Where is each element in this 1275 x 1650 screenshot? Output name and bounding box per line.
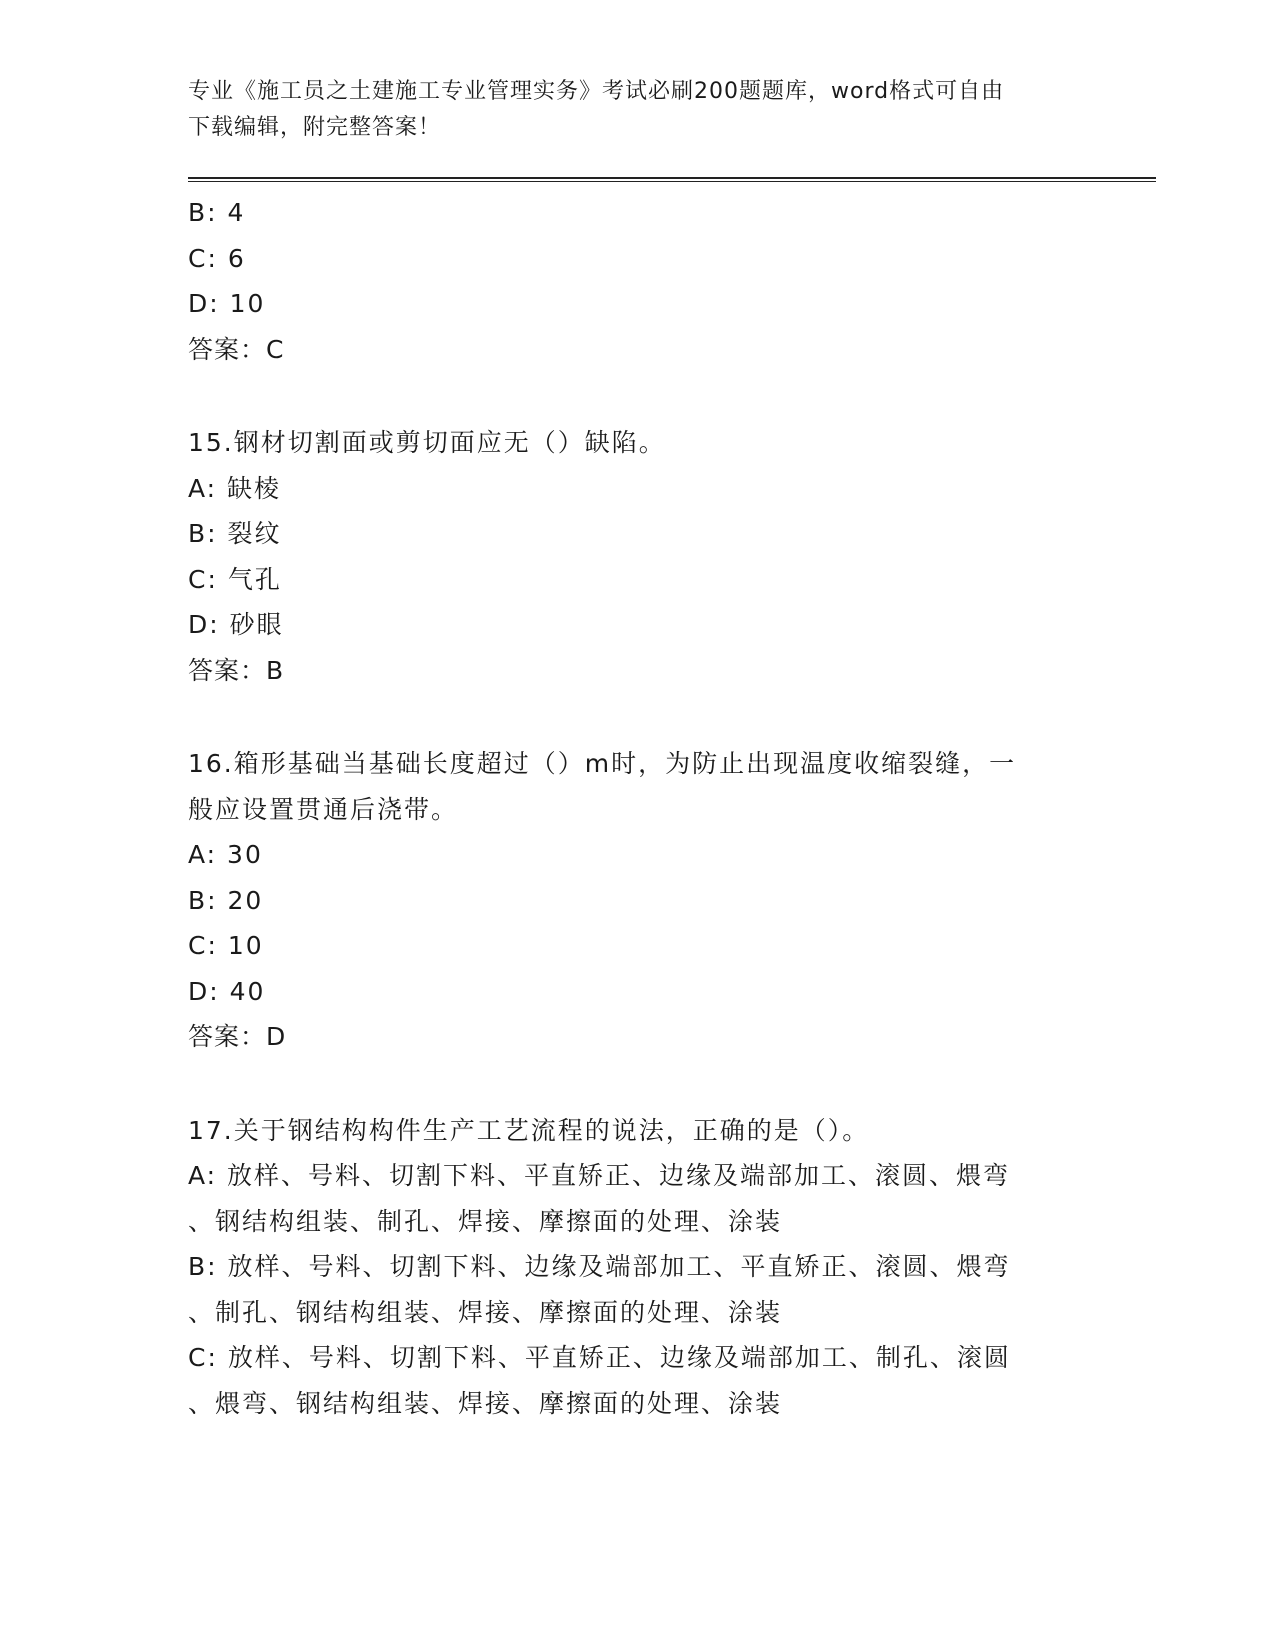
option-a-line-1 <box>188 1153 1088 1199</box>
header-divider <box>188 177 1156 182</box>
option-b <box>188 190 1088 236</box>
header-line-2: 下载编辑，附完整答案！ <box>188 115 442 140</box>
option-text: 放样、号料、切割下料、平直矫正、边缘及端部加工、制孔、滚圆 <box>227 1343 1011 1372</box>
question-17 <box>188 1108 1088 1427</box>
page-header <box>188 74 1068 146</box>
option-label: C: <box>188 564 218 594</box>
answer-line <box>188 1014 1088 1060</box>
answer-label: 答案： <box>188 655 267 685</box>
option-label: B: <box>188 1252 218 1281</box>
answer-line <box>188 327 1088 373</box>
question-number: 15. <box>188 428 234 457</box>
option-label: B: <box>188 885 218 915</box>
option-d <box>188 602 1088 648</box>
option-text: 20 <box>227 885 264 915</box>
option-label: A: <box>188 840 218 869</box>
answer-value: D <box>266 1022 287 1051</box>
spacer <box>188 693 1088 741</box>
question-text-line-2: 般应设置贯通后浇带。 <box>188 794 459 824</box>
option-b <box>188 511 1088 557</box>
option-text: 30 <box>227 840 263 869</box>
option-a <box>188 832 1088 878</box>
option-label: D: <box>188 289 220 318</box>
question-16 <box>188 741 1088 1060</box>
option-label: C: <box>188 931 218 960</box>
option-label: C: <box>188 1343 218 1372</box>
spacer <box>188 372 1088 420</box>
option-text: 10 <box>227 931 264 960</box>
option-label: B: <box>188 198 218 227</box>
option-c <box>188 557 1088 603</box>
option-text: 砂眼 <box>229 610 284 639</box>
answer-value: C <box>266 334 285 364</box>
option-text: 裂纹 <box>227 519 282 548</box>
option-label: D: <box>188 976 220 1006</box>
question-15 <box>188 420 1088 693</box>
option-a <box>188 466 1088 512</box>
option-text: 气孔 <box>227 564 282 594</box>
option-text: 缺棱 <box>227 473 282 503</box>
question-text-line-1 <box>188 741 1088 787</box>
option-text: 10 <box>229 289 266 318</box>
option-c-line-1 <box>188 1335 1088 1381</box>
option-label: A: <box>188 1161 218 1190</box>
answer-label: 答案： <box>188 334 267 364</box>
option-a-line-2: 、钢结构组装、制孔、焊接、摩擦面的处理、涂装 <box>188 1206 783 1236</box>
option-text: 放样、号料、切割下料、平直矫正、边缘及端部加工、滚圆、煨弯 <box>227 1161 1011 1190</box>
answer-value: B <box>266 655 285 685</box>
option-b <box>188 878 1088 924</box>
question-stem: 箱形基础当基础长度超过（）m时，为防止出现温度收缩裂缝，一 <box>233 749 1017 778</box>
question-number: 17. <box>188 1115 234 1145</box>
option-d <box>188 969 1088 1015</box>
option-label: D: <box>188 610 220 639</box>
question-stem: 钢材切割面或剪切面应无（）缺陷。 <box>233 428 666 457</box>
option-c <box>188 923 1088 969</box>
option-text: 40 <box>229 976 266 1006</box>
option-b-line-2: 、制孔、钢结构组装、焊接、摩擦面的处理、涂装 <box>188 1297 783 1327</box>
header-line-1: 专业《施工员之土建施工专业管理实务》考试必刷200题题库，word格式可自由 <box>188 79 1005 104</box>
question-list <box>188 190 1088 1426</box>
question-text <box>188 420 1088 466</box>
option-label: A: <box>188 473 218 503</box>
option-c-line-2: 、煨弯、钢结构组装、焊接、摩擦面的处理、涂装 <box>188 1388 783 1418</box>
option-d <box>188 281 1088 327</box>
question-14-tail <box>188 190 1088 372</box>
option-text: 4 <box>227 198 246 227</box>
spacer <box>188 1060 1088 1108</box>
option-text: 6 <box>227 243 246 273</box>
option-text: 放样、号料、切割下料、边缘及端部加工、平直矫正、滚圆、煨弯 <box>227 1252 1011 1281</box>
answer-line <box>188 648 1088 694</box>
question-stem: 关于钢结构构件生产工艺流程的说法，正确的是（）。 <box>233 1115 870 1145</box>
option-label: C: <box>188 243 218 273</box>
question-text <box>188 1108 1088 1154</box>
question-number: 16. <box>188 749 234 778</box>
answer-label: 答案： <box>188 1022 267 1051</box>
option-label: B: <box>188 519 218 548</box>
option-c <box>188 236 1088 282</box>
option-b-line-1 <box>188 1244 1088 1290</box>
